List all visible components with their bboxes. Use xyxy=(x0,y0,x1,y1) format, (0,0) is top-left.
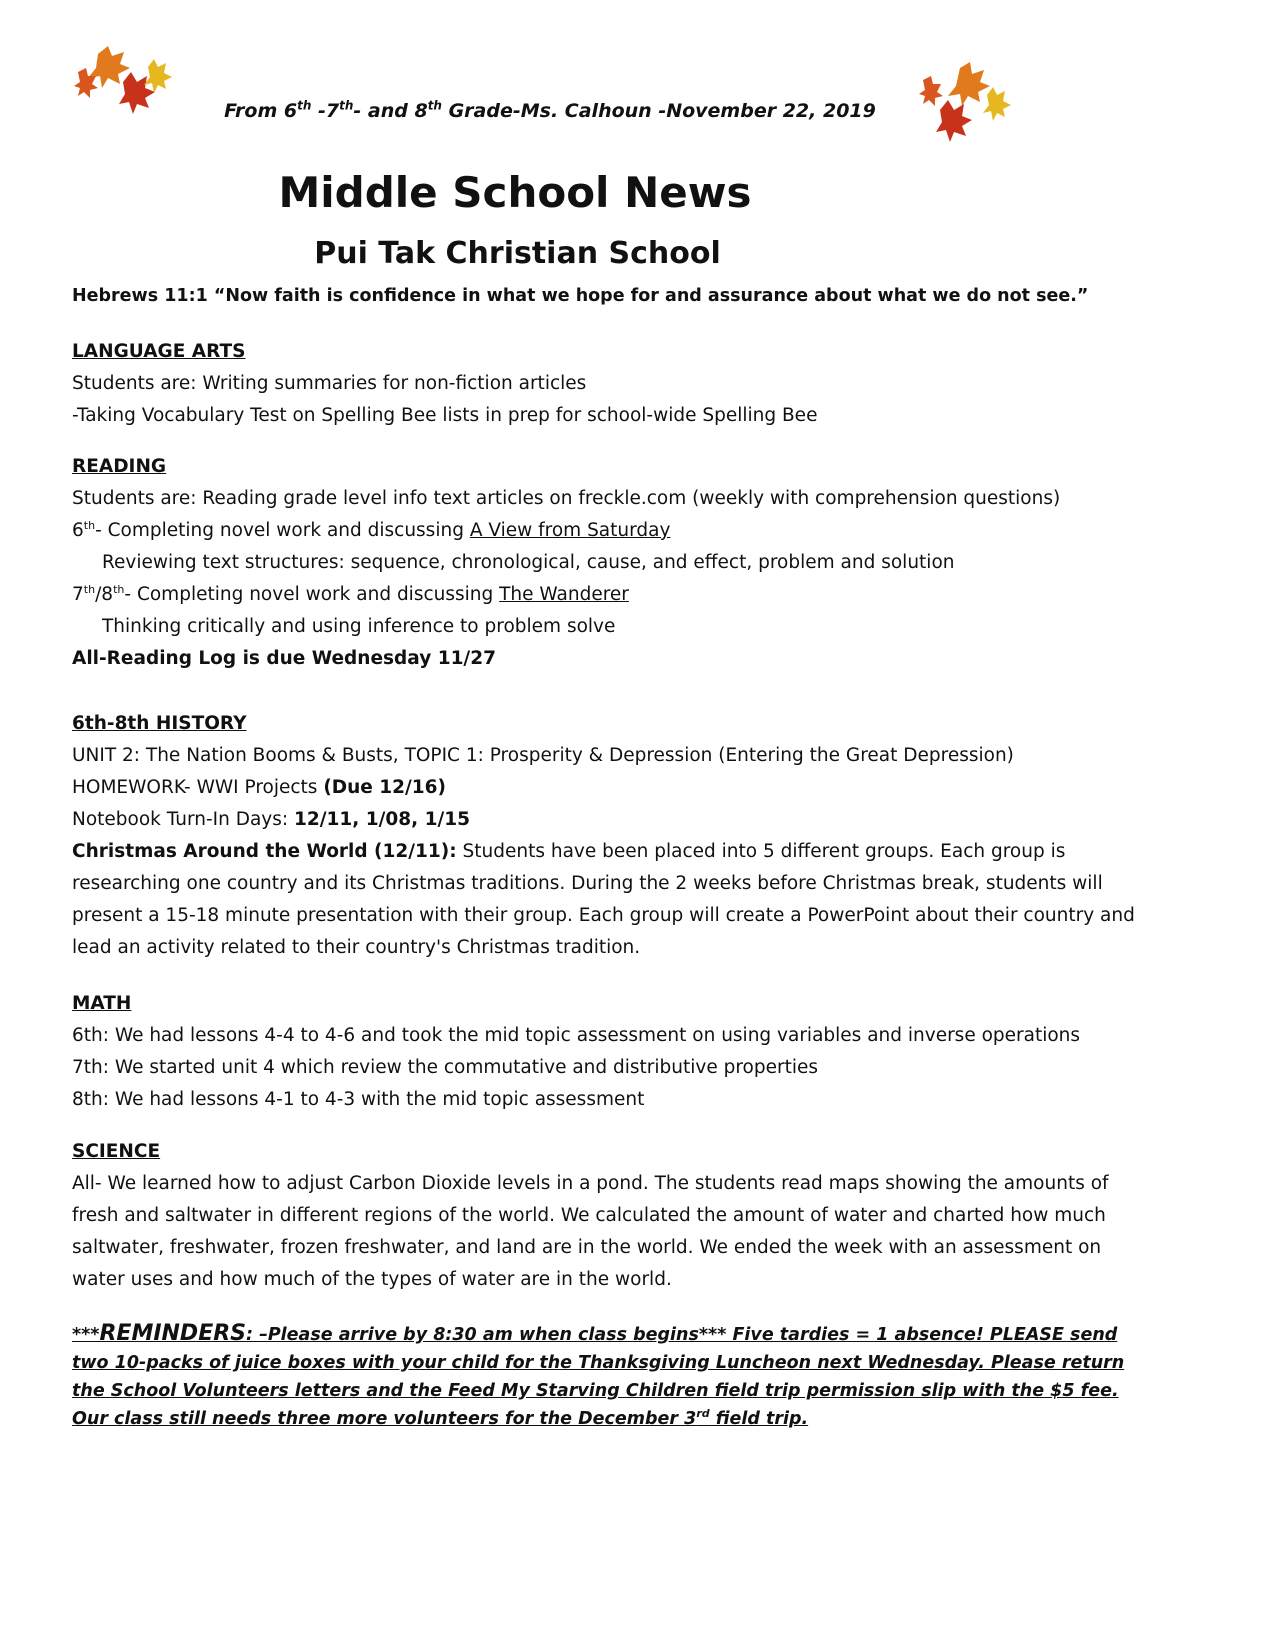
text-line: All-Reading Log is due Wednesday 11/27 xyxy=(72,648,496,669)
text-line: HOMEWORK- WWI Projects (Due 12/16) xyxy=(72,777,446,798)
from-line: From 6th -7th- and 8th Grade-Ms. Calhoun -November 22, 2019 xyxy=(224,98,876,122)
reading-section xyxy=(72,451,1152,675)
text-line: 8th: We had lessons 4-1 to 4-3 with the mid topic assessment xyxy=(72,1089,645,1110)
text-line: UNIT 2: The Nation Booms & Busts, TOPIC 1: Prosperity & Depression (Entering the Great Depression) xyxy=(72,745,1014,766)
paragraph: Christmas Around the World (12/11): Students have been placed into 5 different groups. Each group is researching one country and its Christmas traditions. During the 2 weeks before Christmas break, students will present a 15-18 minute presentation with their group. Each group will create a PowerPoint about their country and lead an activity related to their country's Christmas tradition. xyxy=(72,841,1135,958)
book-title: The Wanderer xyxy=(499,584,629,605)
page-title: Middle School News xyxy=(278,168,752,217)
school-name: Pui Tak Christian School xyxy=(314,236,721,271)
paragraph: All- We learned how to adjust Carbon Dioxide levels in a pond. The students read maps showing the amounts of fresh and saltwater in different regions of the world. We calculated the amount of water and charted how much saltwater, freshwater, frozen freshwater, and land are in the world. We ended the week with an assessment on water uses and how much of the types of water are in the world. xyxy=(72,1173,1109,1290)
science-section xyxy=(72,1136,1152,1296)
text-line: Notebook Turn-In Days: 12/11, 1/08, 1/15 xyxy=(72,809,470,830)
reminders-block: ***REMINDERS: –Please arrive by 8:30 am when class begins*** Five tardies = 1 absence! PLEASE send two 10-packs of juice boxes with your child for the Thanksgiving Luncheon next Wednesday. Please return the School Volunteers letters and the Feed My Starving Children field trip permission slip with the $5 fee. Our class still needs three more volunteers for the December 3rd field trip. xyxy=(72,1321,1125,1429)
text-line: Thinking critically and using inference to problem solve xyxy=(102,616,616,637)
text-line: 6th: We had lessons 4-4 to 4-6 and took the mid topic assessment on using variables and inverse operations xyxy=(72,1025,1081,1046)
section-heading: SCIENCE xyxy=(72,1141,161,1162)
section-heading: 6th-8th HISTORY xyxy=(72,713,247,734)
book-title: A View from Saturday xyxy=(469,520,671,541)
text-line: -Taking Vocabulary Test on Spelling Bee lists in prep for school-wide Spelling Bee xyxy=(72,405,818,426)
math-section xyxy=(72,988,1152,1116)
bible-verse: Hebrews 11:1 “Now faith is confidence in what we hope for and assurance about what we do not see.” xyxy=(72,286,1089,306)
language-arts-section xyxy=(72,336,1152,432)
section-heading: LANGUAGE ARTS xyxy=(72,341,246,362)
text-line: 7th/8th- Completing novel work and discussing The Wanderer xyxy=(72,582,629,605)
history-section xyxy=(72,708,1152,964)
section-heading: MATH xyxy=(72,993,132,1014)
autumn-leaves-icon xyxy=(68,42,188,142)
text-line: 6th- Completing novel work and discussing A View from Saturday xyxy=(72,518,671,541)
text-line: Students are: Writing summaries for non-fiction articles xyxy=(72,373,587,394)
text-line: 7th: We started unit 4 which review the commutative and distributive properties xyxy=(72,1057,819,1078)
text-line: Students are: Reading grade level info text articles on freckle.com (weekly with comprehension questions) xyxy=(72,488,1061,509)
text-line: Reviewing text structures: sequence, chronological, cause, and effect, problem and solution xyxy=(102,552,955,573)
section-heading: READING xyxy=(72,456,167,477)
